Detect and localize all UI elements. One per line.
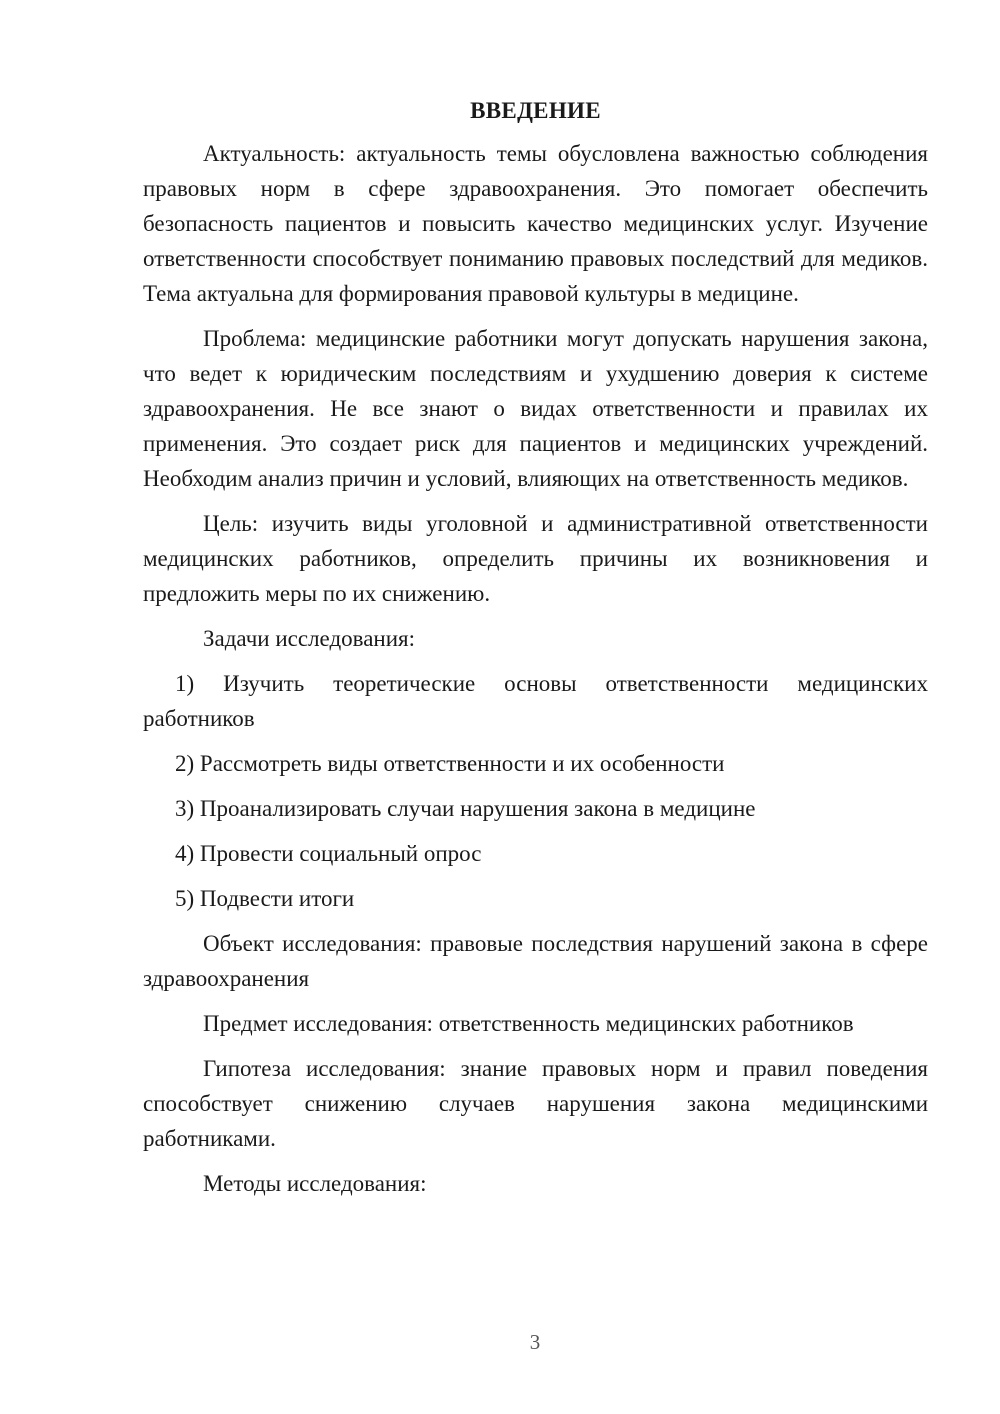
goal-paragraph: Цель: изучить виды уголовной и административной ответственности медицинских работников, определить причины их возникновения и предложить меры по их снижению. xyxy=(143,511,928,606)
task-item: 1) Изучить теоретические основы ответственности медицинских работников xyxy=(143,671,928,731)
problem-paragraph: Проблема: медицинские работники могут допускать нарушения закона, что ведет к юридическим последствиям и ухудшению доверия к системе здравоохранения. Не все знают о видах ответственности и правилах их применения. Это создает риск для пациентов и медицинских учреждений. Необходим анализ причин и условий, влияющих на ответственность медиков. xyxy=(143,326,928,491)
page-number: 3 xyxy=(529,1330,541,1354)
tasks-heading: Задачи исследования: xyxy=(203,626,416,651)
object-paragraph: Объект исследования: правовые последствия нарушений закона в сфере здравоохранения xyxy=(143,931,928,991)
task-item: 2) Рассмотреть виды ответственности и их особенности xyxy=(175,751,725,776)
page-title: ВВЕДЕНИЕ xyxy=(470,98,601,123)
task-item: 5) Подвести итоги xyxy=(175,886,355,911)
relevance-paragraph: Актуальность: актуальность темы обусловлена важностью соблюдения правовых норм в сфере здравоохранения. Это помогает обеспечить безопасность пациентов и повысить качество медицинских услуг. Изучение ответственности способствует пониманию правовых последствий для медиков. Тема актуальна для формирования правовой культуры в медицине. xyxy=(143,141,928,306)
hypothesis-paragraph: Гипотеза исследования: знание правовых норм и правил поведения способствует снижению случаев нарушения закона медицинскими работниками. xyxy=(143,1056,928,1151)
task-item: 3) Проанализировать случаи нарушения закона в медицине xyxy=(175,796,756,821)
document-page xyxy=(143,93,928,1211)
task-item: 4) Провести социальный опрос xyxy=(175,841,482,866)
methods-heading: Методы исследования: xyxy=(203,1171,427,1196)
subject-paragraph: Предмет исследования: ответственность медицинских работников xyxy=(203,1011,854,1036)
